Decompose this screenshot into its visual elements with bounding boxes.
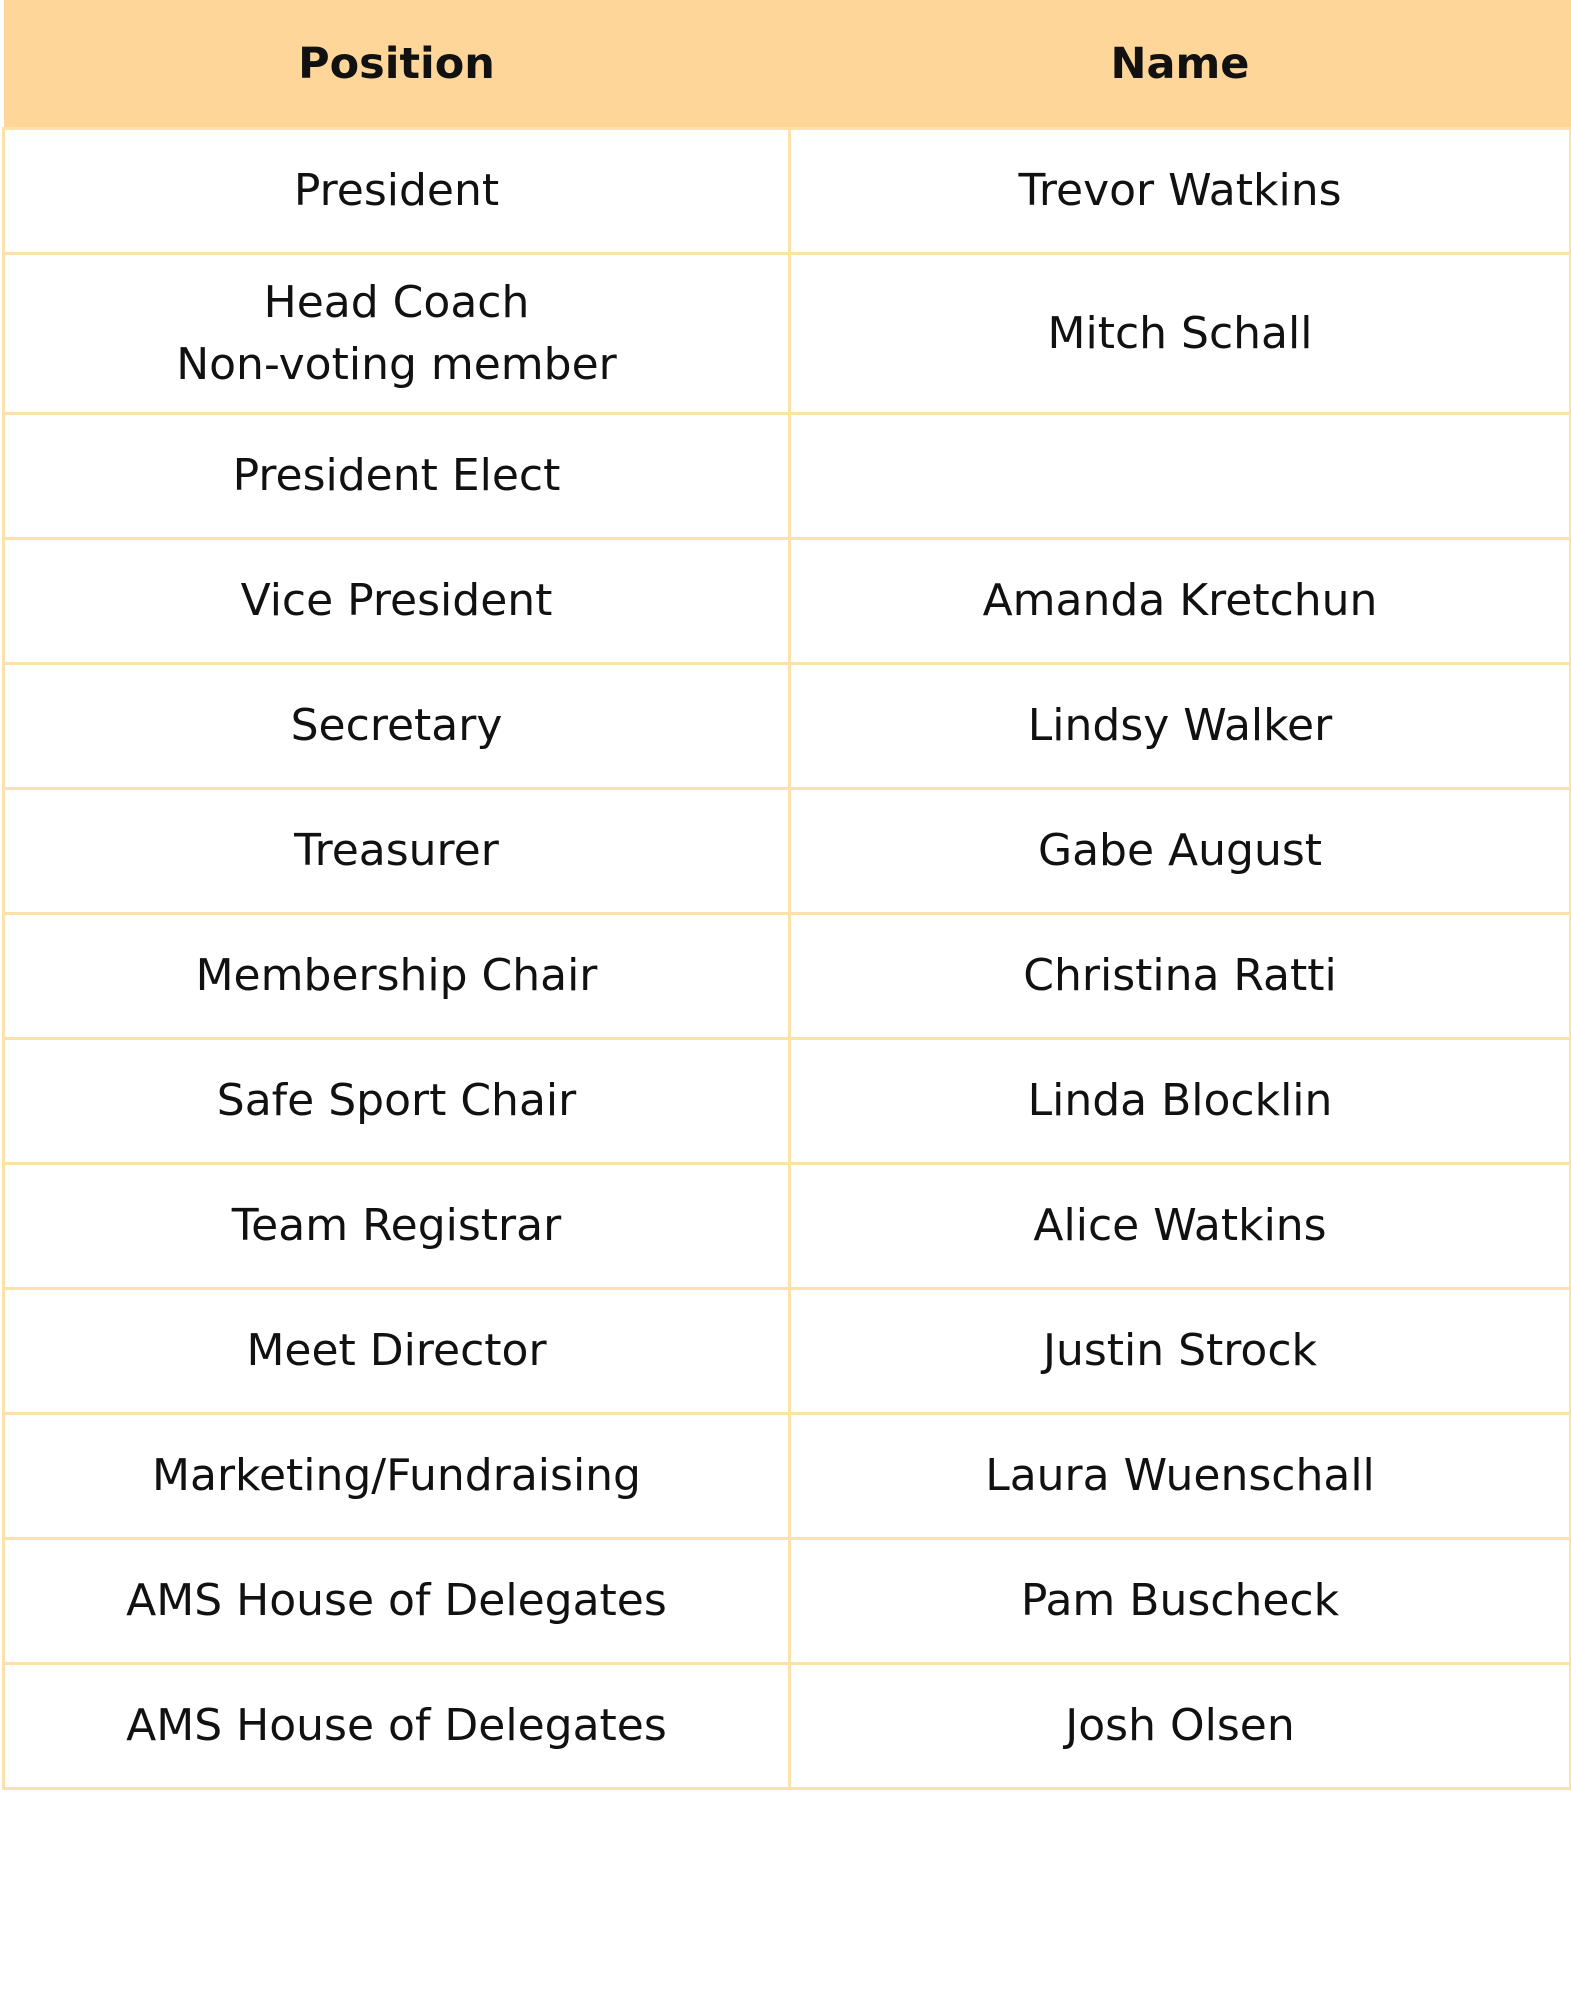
position-cell bbox=[4, 539, 790, 664]
position-cell bbox=[4, 1289, 790, 1414]
name-cell: Alice Watkins bbox=[790, 1164, 1571, 1289]
name-cell bbox=[790, 414, 1571, 539]
position-cell bbox=[4, 129, 790, 254]
position-text: Team Registrar bbox=[231, 1200, 562, 1252]
position-cell bbox=[4, 254, 790, 414]
name-cell: Josh Olsen bbox=[790, 1664, 1571, 1789]
table-row bbox=[4, 1039, 1571, 1164]
table-row bbox=[4, 129, 1571, 254]
position-text: Secretary bbox=[290, 700, 503, 752]
table-row bbox=[4, 664, 1571, 789]
position-cell bbox=[4, 914, 790, 1039]
name-cell: Trevor Watkins bbox=[790, 129, 1571, 254]
name-cell: Christina Ratti bbox=[790, 914, 1571, 1039]
position-cell bbox=[4, 1664, 790, 1789]
position-text: Marketing/Fundraising bbox=[152, 1450, 641, 1502]
name-cell: Linda Blocklin bbox=[790, 1039, 1571, 1164]
name-cell: Gabe August bbox=[790, 789, 1571, 914]
position-text: Safe Sport Chair bbox=[216, 1075, 577, 1127]
table-row bbox=[4, 1289, 1571, 1414]
position-text: AMS House of Delegates bbox=[126, 1575, 667, 1627]
position-cell bbox=[4, 1539, 790, 1664]
position-text: Treasurer bbox=[294, 825, 499, 877]
table-row bbox=[4, 914, 1571, 1039]
table-row bbox=[4, 414, 1571, 539]
position-text: Head Coach bbox=[263, 276, 530, 328]
table-row bbox=[4, 789, 1571, 914]
board-roster-table bbox=[2, 0, 1571, 1790]
position-cell bbox=[4, 789, 790, 914]
position-note: Non-voting member bbox=[176, 338, 617, 390]
table-header-row bbox=[4, 0, 1571, 129]
name-cell: Pam Buscheck bbox=[790, 1539, 1571, 1664]
position-cell bbox=[4, 1039, 790, 1164]
name-cell: Laura Wuenschall bbox=[790, 1414, 1571, 1539]
name-cell: Mitch Schall bbox=[790, 254, 1571, 414]
name-cell: Amanda Kretchun bbox=[790, 539, 1571, 664]
header-position: Position bbox=[4, 0, 790, 129]
table-row bbox=[4, 254, 1571, 414]
table-row bbox=[4, 1664, 1571, 1789]
name-cell: Lindsy Walker bbox=[790, 664, 1571, 789]
position-text: Vice President bbox=[240, 575, 553, 627]
position-text: President Elect bbox=[232, 450, 561, 502]
position-text: President bbox=[293, 165, 500, 217]
table-row bbox=[4, 1414, 1571, 1539]
position-cell bbox=[4, 414, 790, 539]
header-name: Name bbox=[790, 0, 1571, 129]
position-cell bbox=[4, 1164, 790, 1289]
table-row bbox=[4, 1539, 1571, 1664]
position-cell bbox=[4, 1414, 790, 1539]
position-cell bbox=[4, 664, 790, 789]
name-cell: Justin Strock bbox=[790, 1289, 1571, 1414]
position-text: Membership Chair bbox=[195, 950, 598, 1002]
position-text: AMS House of Delegates bbox=[126, 1700, 667, 1752]
position-text: Meet Director bbox=[246, 1325, 547, 1377]
table-row bbox=[4, 539, 1571, 664]
table-row bbox=[4, 1164, 1571, 1289]
